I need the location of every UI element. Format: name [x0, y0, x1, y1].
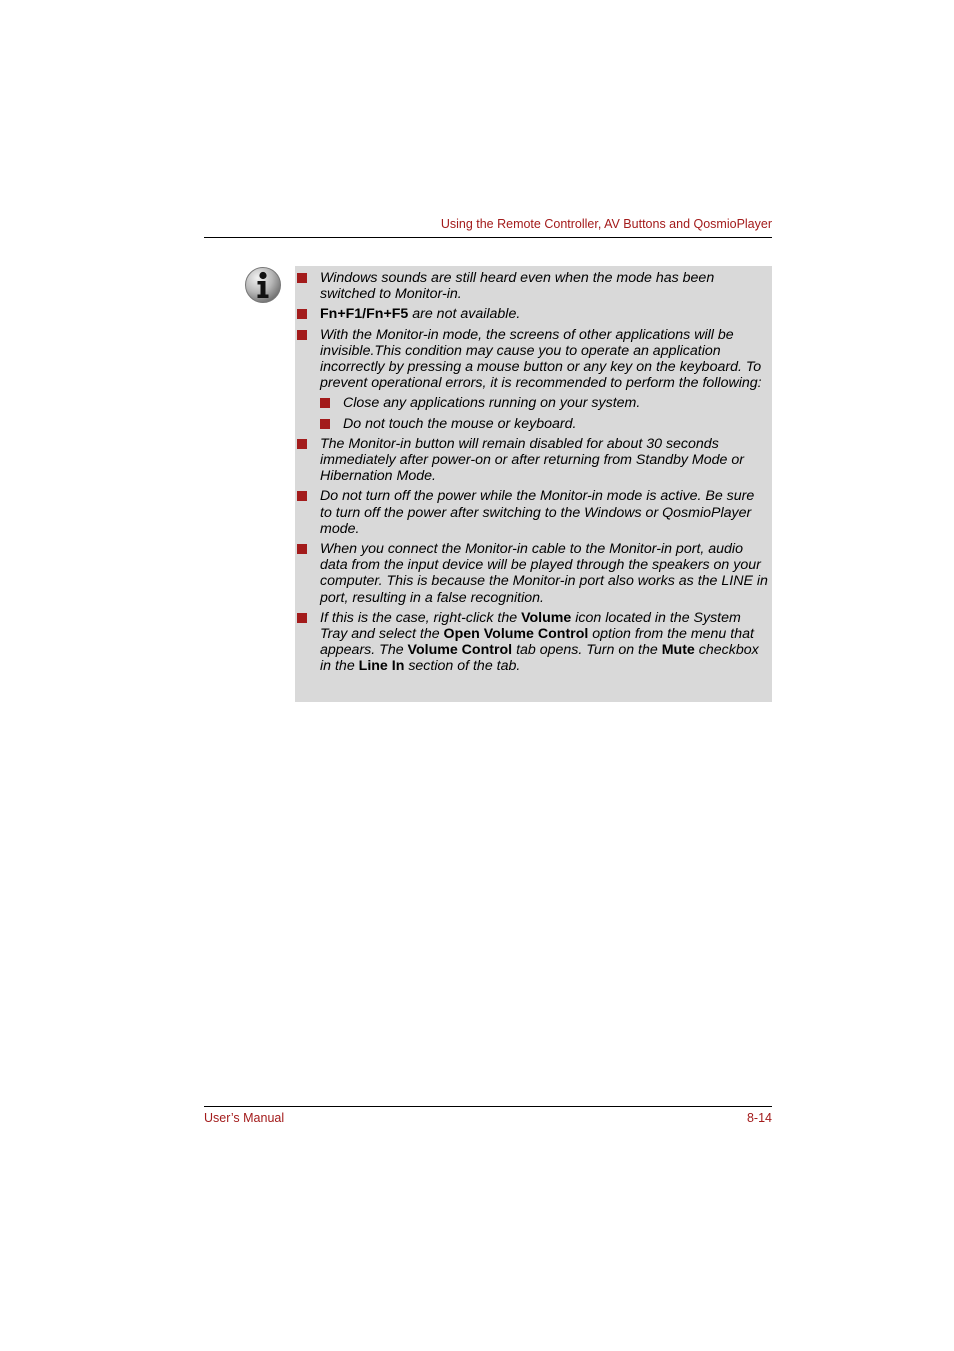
list-item: [295, 306, 768, 322]
list-item: [295, 436, 768, 485]
item-text: Windows sounds are still heard even when the mode has been switched to Monitor-in.: [320, 270, 715, 303]
ui-term-volume: Volume: [521, 609, 572, 626]
footer-manual-title: User’s Manual: [204, 1111, 285, 1125]
sub-item-text: Close any applications running on your system.: [343, 395, 641, 412]
list-item: [295, 610, 768, 675]
bullet-square-icon: [297, 491, 307, 501]
item-text: icon located in the System Tray and select the: [320, 609, 741, 643]
sub-item-text: Do not touch the mouse or keyboard.: [343, 415, 577, 432]
ui-term-line-in: Line In: [358, 658, 405, 675]
ui-term-open-volume-control: Open Volume Control: [443, 626, 589, 643]
bullet-square-icon: [297, 613, 307, 623]
ui-term-volume-control: Volume Control: [407, 642, 513, 659]
item-text: tab opens. Turn on the: [512, 642, 662, 659]
note-box: [295, 266, 772, 702]
list-item: [295, 270, 768, 302]
item-text: The Monitor-in button will remain disabled for about 30 seconds immediately after power-on or after returning from Standby Mode or Hibernation Mode.: [320, 435, 744, 485]
bullet-square-icon: [320, 419, 330, 429]
item-text: Do not turn off the power while the Monitor-in mode is active. Be sure to turn off the power after switching to the Windows or QosmioPlayer mode.: [320, 488, 755, 537]
info-icon: [244, 266, 282, 304]
ui-term-mute: Mute: [661, 642, 695, 659]
bullet-square-icon: [297, 330, 307, 340]
list-item: [295, 327, 768, 432]
running-header: Using the Remote Controller, AV Buttons and QosmioPlayer: [440, 217, 772, 231]
bullet-square-icon: [297, 273, 307, 283]
note-list: [295, 270, 768, 675]
bullet-square-icon: [297, 544, 307, 554]
sub-list-item: [320, 395, 768, 411]
header-divider: [204, 237, 772, 238]
item-text: section of the tab.: [404, 658, 521, 675]
item-text: option from the menu that appears. The: [320, 626, 754, 659]
page-number: 8-14: [746, 1111, 772, 1125]
sub-list-item: [320, 416, 768, 432]
bullet-square-icon: [297, 439, 307, 449]
sub-list: [320, 395, 768, 431]
footer-divider: [204, 1106, 772, 1107]
item-text: are not available.: [408, 306, 521, 323]
bullet-square-icon: [297, 309, 307, 319]
item-text: checkbox in the: [320, 642, 759, 675]
bullet-square-icon: [320, 398, 330, 408]
item-text: When you connect the Monitor-in cable to the Monitor-in port, audio data from the input device will be played through the speakers on your computer. This is because the Monitor-in port also works as the LINE in port, resulting in a false recognition.: [320, 541, 768, 606]
key-combination: Fn+F1/Fn+F5: [320, 306, 409, 323]
item-text: With the Monitor-in mode, the screens of other applications will be invisible.This condition may cause you to operate an application incorrectly by pressing a mouse button or any key on the keyboard. To prevent operational errors, it is recommended to perform the following:: [320, 326, 762, 392]
item-text: If this is the case, right-click the: [320, 609, 522, 626]
list-item: [295, 488, 768, 537]
list-item: [295, 541, 768, 606]
